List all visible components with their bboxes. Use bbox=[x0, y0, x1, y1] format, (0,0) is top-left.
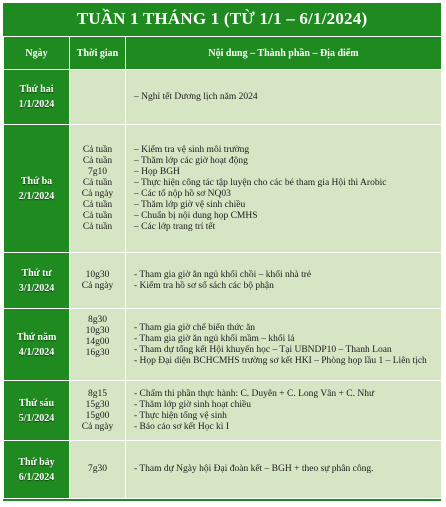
content-item: - Tham gia giờ ăn ngủ khối chồi – khối nhà trẻ bbox=[134, 269, 312, 280]
time-item: 14g00 bbox=[85, 337, 110, 347]
date-label: 4/1/2024 bbox=[18, 346, 55, 358]
table-row bbox=[4, 253, 442, 309]
column-header-content: Nội dung – Thành phần – Địa điểm bbox=[126, 37, 442, 70]
time-item: 8g30 bbox=[88, 315, 107, 325]
time-item: Cả tuần bbox=[82, 177, 113, 188]
date-label: 3/1/2024 bbox=[18, 282, 55, 294]
content-item: – Chuẩn bị nội dung họp CMHS bbox=[134, 210, 258, 221]
content-item: – Các tổ nộp hồ sơ NQ03 bbox=[134, 188, 231, 199]
table-row bbox=[4, 381, 442, 441]
table-header-row bbox=[4, 37, 442, 70]
time-item: 16g30 bbox=[85, 348, 110, 358]
time-item: 10g30 bbox=[85, 269, 110, 280]
time-item: Cả tuần bbox=[82, 221, 113, 232]
content-cell bbox=[126, 70, 442, 125]
weekday-label: Thứ hai bbox=[19, 84, 54, 95]
table-row bbox=[4, 70, 442, 125]
day-cell bbox=[4, 253, 70, 309]
time-cell bbox=[70, 125, 126, 253]
content-item: - Thăm lớp giờ sinh hoạt chiều bbox=[134, 399, 251, 410]
time-item: 7g10 bbox=[88, 166, 107, 177]
weekday-label: Thứ năm bbox=[16, 331, 57, 343]
time-item: 15g00 bbox=[85, 410, 110, 421]
weekday-label: Thứ bảy bbox=[18, 456, 55, 468]
content-item: - Kiểm tra hồ sơ sổ sách các bộ phận bbox=[134, 280, 274, 291]
table-row bbox=[4, 309, 442, 381]
content-cell bbox=[126, 441, 442, 499]
table-row bbox=[4, 441, 442, 499]
time-item: 10g30 bbox=[85, 326, 110, 336]
content-item: – Các lớp trang trí tết bbox=[134, 221, 216, 232]
date-label: 1/1/2024 bbox=[18, 99, 55, 110]
day-cell bbox=[4, 309, 70, 381]
content-cell bbox=[126, 125, 442, 253]
date-label: 2/1/2024 bbox=[18, 190, 55, 202]
schedule-table bbox=[3, 36, 442, 499]
weekday-label: Thứ ba bbox=[20, 175, 53, 187]
content-cell bbox=[126, 309, 442, 381]
day-cell bbox=[4, 70, 70, 125]
content-item: – Thực hiện công tác tập luyện cho các bé tham gia Hội thi Arobic bbox=[134, 177, 387, 188]
time-cell bbox=[70, 309, 126, 381]
time-item: Cả tuần bbox=[82, 144, 113, 155]
content-item: - Thực hiện tổng vệ sinh bbox=[134, 410, 227, 421]
time-item: Cả ngày bbox=[81, 421, 114, 432]
time-cell bbox=[70, 381, 126, 441]
time-item: Cả ngày bbox=[81, 188, 114, 199]
content-item: – Họp BGH bbox=[134, 166, 180, 177]
content-item: – Nghỉ tết Dương lịch năm 2024 bbox=[134, 91, 258, 102]
time-item: Cả tuần bbox=[82, 210, 113, 221]
time-item: 15g30 bbox=[85, 399, 110, 410]
weekday-label: Thứ tư bbox=[21, 267, 52, 279]
time-cell bbox=[70, 70, 126, 125]
content-item: - Tham gia giờ ăn ngủ khối mầm – khối lá bbox=[134, 333, 295, 344]
content-item: – Thăm lớp giờ vệ sinh chiều bbox=[134, 199, 246, 210]
day-cell bbox=[4, 381, 70, 441]
column-header-day: Ngày bbox=[4, 37, 70, 70]
time-cell bbox=[70, 441, 126, 499]
content-item: - Họp Đại diện BCHCMHS trường sơ kết HKI – Phòng họp lầu 1 – Liên tịch bbox=[134, 355, 427, 366]
date-label: 5/1/2024 bbox=[18, 412, 55, 424]
content-item: - Chấm thi phần thực hành: C. Duyên + C. Long Vân + C. Như bbox=[134, 388, 375, 399]
content-cell bbox=[126, 253, 442, 309]
time-item: Cả ngày bbox=[81, 280, 114, 291]
table-row bbox=[4, 125, 442, 253]
column-header-time: Thời gian bbox=[70, 37, 126, 70]
time-cell bbox=[70, 253, 126, 309]
content-cell bbox=[126, 381, 442, 441]
time-item: 7g30 bbox=[88, 464, 107, 474]
content-item: - Tham dự tổng kết Hội khuyến học – Tại UBNDP10 – Thanh Loan bbox=[134, 344, 392, 355]
date-label: 6/1/2024 bbox=[18, 471, 55, 483]
content-item: – Thăm lớp các giờ hoạt động bbox=[134, 155, 248, 166]
content-item: - Tham gia giờ chế biến thức ăn bbox=[134, 322, 256, 333]
content-item: - Tham dự Ngày hội Đại đoàn kết – BGH + theo sự phân công. bbox=[134, 464, 374, 474]
content-item: – Kiểm tra vệ sinh môi trường bbox=[134, 144, 250, 155]
schedule-sheet bbox=[3, 3, 441, 501]
page-title: TUẦN 1 THÁNG 1 (TỪ 1/1 – 6/1/2024) bbox=[76, 8, 368, 28]
content-item: - Báo cáo sơ kết Học kì I bbox=[134, 421, 229, 432]
weekday-label: Thứ sáu bbox=[18, 397, 55, 409]
time-item: Cả tuần bbox=[82, 199, 113, 210]
day-cell bbox=[4, 125, 70, 253]
time-item: 8g15 bbox=[88, 388, 107, 399]
time-item: Cả tuần bbox=[82, 155, 113, 166]
day-cell bbox=[4, 441, 70, 499]
